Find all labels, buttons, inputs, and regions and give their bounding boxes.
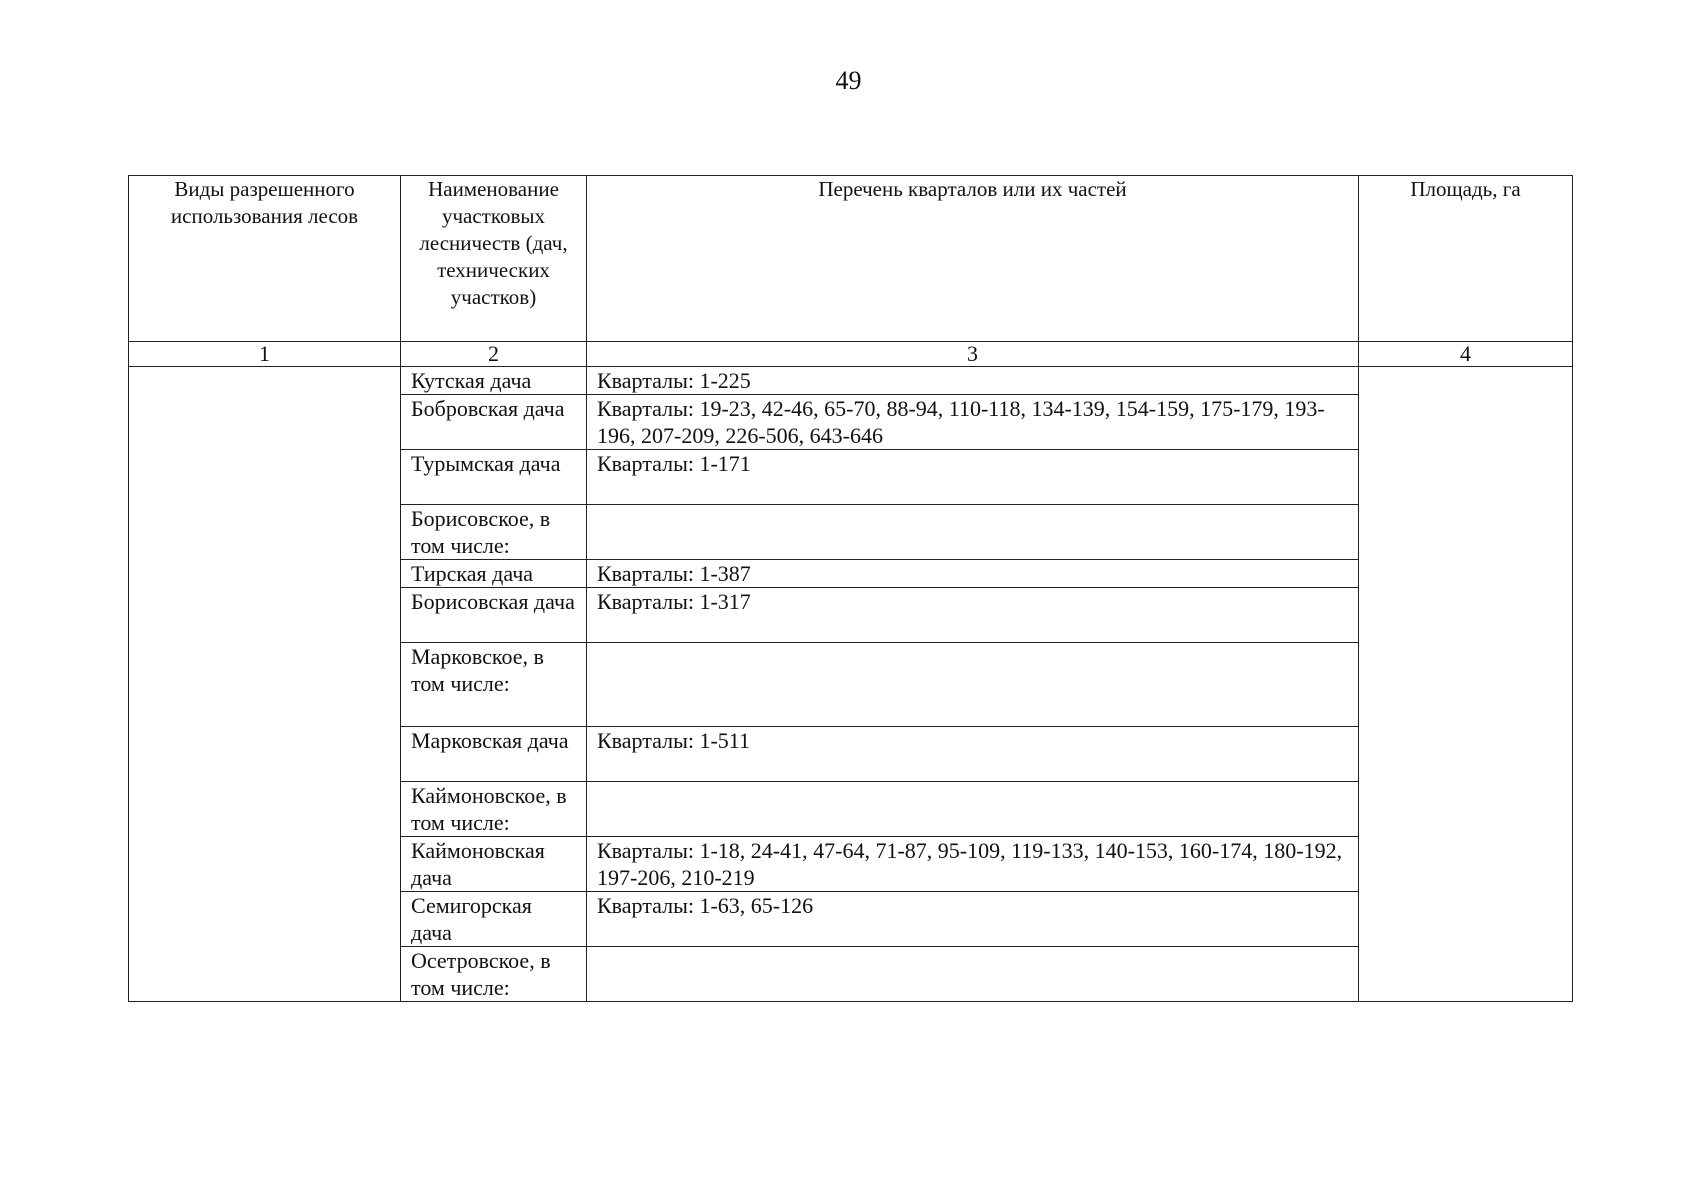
quarters-cell <box>587 947 1359 1002</box>
quarters-cell: Кварталы: 1-225 <box>587 367 1359 395</box>
forestry-name-cell: Борисовское, в том числе: <box>401 505 587 560</box>
column-number: 2 <box>401 342 587 367</box>
column-number: 3 <box>587 342 1359 367</box>
quarters-cell <box>587 643 1359 727</box>
header-allowed-use: Виды разрешенного использования лесов <box>129 176 401 342</box>
forestry-name-cell: Кутская дача <box>401 367 587 395</box>
header-forestry-name: Наименование участковых лесничеств (дач, технических участков) <box>401 176 587 342</box>
quarters-cell: Кварталы: 1-18, 24-41, 47-64, 71-87, 95-109, 119-133, 140-153, 160-174, 180-192, 197-206, 210-219 <box>587 837 1359 892</box>
header-area-ha: Площадь, га <box>1359 176 1573 342</box>
forestry-name-cell: Марковская дача <box>401 727 587 782</box>
quarters-cell <box>587 505 1359 560</box>
forestry-name-cell: Каймоновское, в том числе: <box>401 782 587 837</box>
quarters-cell: Кварталы: 1-63, 65-126 <box>587 892 1359 947</box>
forestry-name-cell: Бобровская дача <box>401 395 587 450</box>
forestry-name-cell: Семигорская дача <box>401 892 587 947</box>
forestry-name-cell: Борисовская дача <box>401 588 587 643</box>
table-row <box>129 367 1573 395</box>
allowed-use-cell <box>129 367 401 1002</box>
page-number: 49 <box>835 66 862 95</box>
forestry-name-cell: Осетровское, в том числе: <box>401 947 587 1002</box>
quarters-cell: Кварталы: 1-511 <box>587 727 1359 782</box>
quarters-cell: Кварталы: 1-171 <box>587 450 1359 505</box>
area-cell <box>1359 367 1573 1002</box>
quarters-cell <box>587 782 1359 837</box>
column-number: 4 <box>1359 342 1573 367</box>
table-header-row <box>129 176 1573 342</box>
forestry-name-cell: Марковское, в том числе: <box>401 643 587 727</box>
header-quarters-list: Перечень кварталов или их частей <box>587 176 1359 342</box>
quarters-cell: Кварталы: 1-317 <box>587 588 1359 643</box>
forestry-name-cell: Тирская дача <box>401 560 587 588</box>
forestry-name-cell: Турымская дача <box>401 450 587 505</box>
forestry-name-cell: Каймоновская дача <box>401 837 587 892</box>
column-number: 1 <box>129 342 401 367</box>
forest-use-table <box>128 175 1573 1002</box>
quarters-cell: Кварталы: 19-23, 42-46, 65-70, 88-94, 110-118, 134-139, 154-159, 175-179, 193-196, 207-209, 226-506, 643-646 <box>587 395 1359 450</box>
column-number-row <box>129 342 1573 367</box>
quarters-cell: Кварталы: 1-387 <box>587 560 1359 588</box>
